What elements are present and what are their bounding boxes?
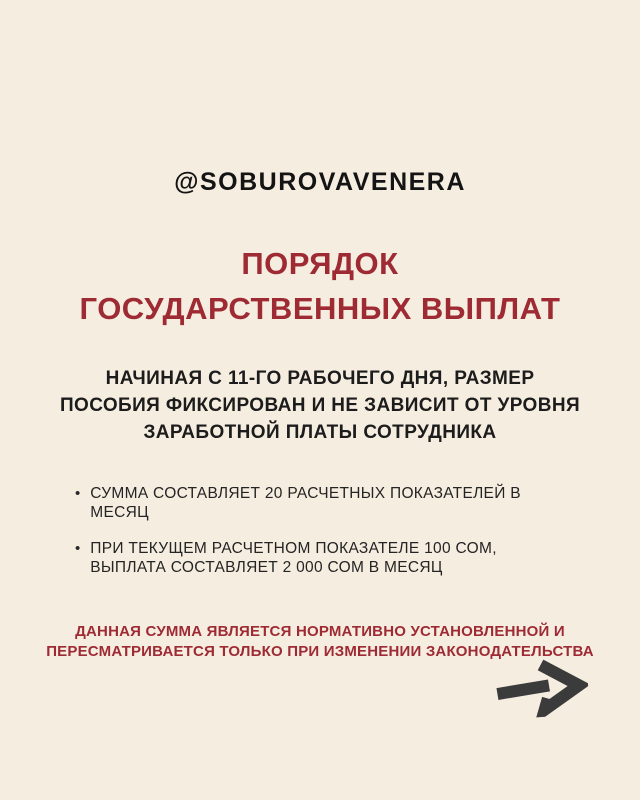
note-line-1: ДАННАЯ СУММА ЯВЛЯЕТСЯ НОРМАТИВНО УСТАНОВЛЕННОЙ И [75, 623, 565, 640]
list-item [75, 539, 595, 577]
account-handle: @SOBUROVAVENERA [174, 168, 466, 196]
subtitle-line-3: ЗАРАБОТНОЙ ПЛАТЫ СОТРУДНИКА [143, 422, 497, 443]
title-line-2: ГОСУДАРСТВЕННЫХ ВЫПЛАТ [79, 291, 561, 326]
bullet-text: СУММА СОСТАВЛЯЕТ 20 РАСЧЕТНЫХ ПОКАЗАТЕЛЕЙ В МЕСЯЦ [90, 485, 521, 521]
bullet-text: ПРИ ТЕКУЩЕМ РАСЧЕТНОМ ПОКАЗАТЕЛЕ 100 СОМ, ВЫПЛАТА СОСТАВЛЯЕТ 2 000 СОМ В МЕСЯЦ [90, 540, 497, 576]
bullet-dot-icon: • [75, 540, 81, 557]
subtitle-line-2: ПОСОБИЯ ФИКСИРОВАН И НЕ ЗАВИСИТ ОТ УРОВНЯ [59, 395, 581, 416]
list-item [75, 484, 595, 522]
subtitle [60, 365, 580, 446]
arrow-right-icon [491, 652, 590, 720]
bullet-dot-icon: • [75, 485, 81, 502]
page-title [80, 241, 561, 331]
bullet-list [75, 484, 595, 594]
note-line-2: ПЕРЕСМАТРИВАЕТСЯ ТОЛЬКО ПРИ ИЗМЕНЕНИИ ЗАКОНОДАТЕЛЬСТВА [46, 643, 594, 660]
title-line-1: ПОРЯДОК [241, 246, 399, 281]
subtitle-line-1: НАЧИНАЯ С 11-ГО РАБОЧЕГО ДНЯ, РАЗМЕР [105, 368, 535, 389]
